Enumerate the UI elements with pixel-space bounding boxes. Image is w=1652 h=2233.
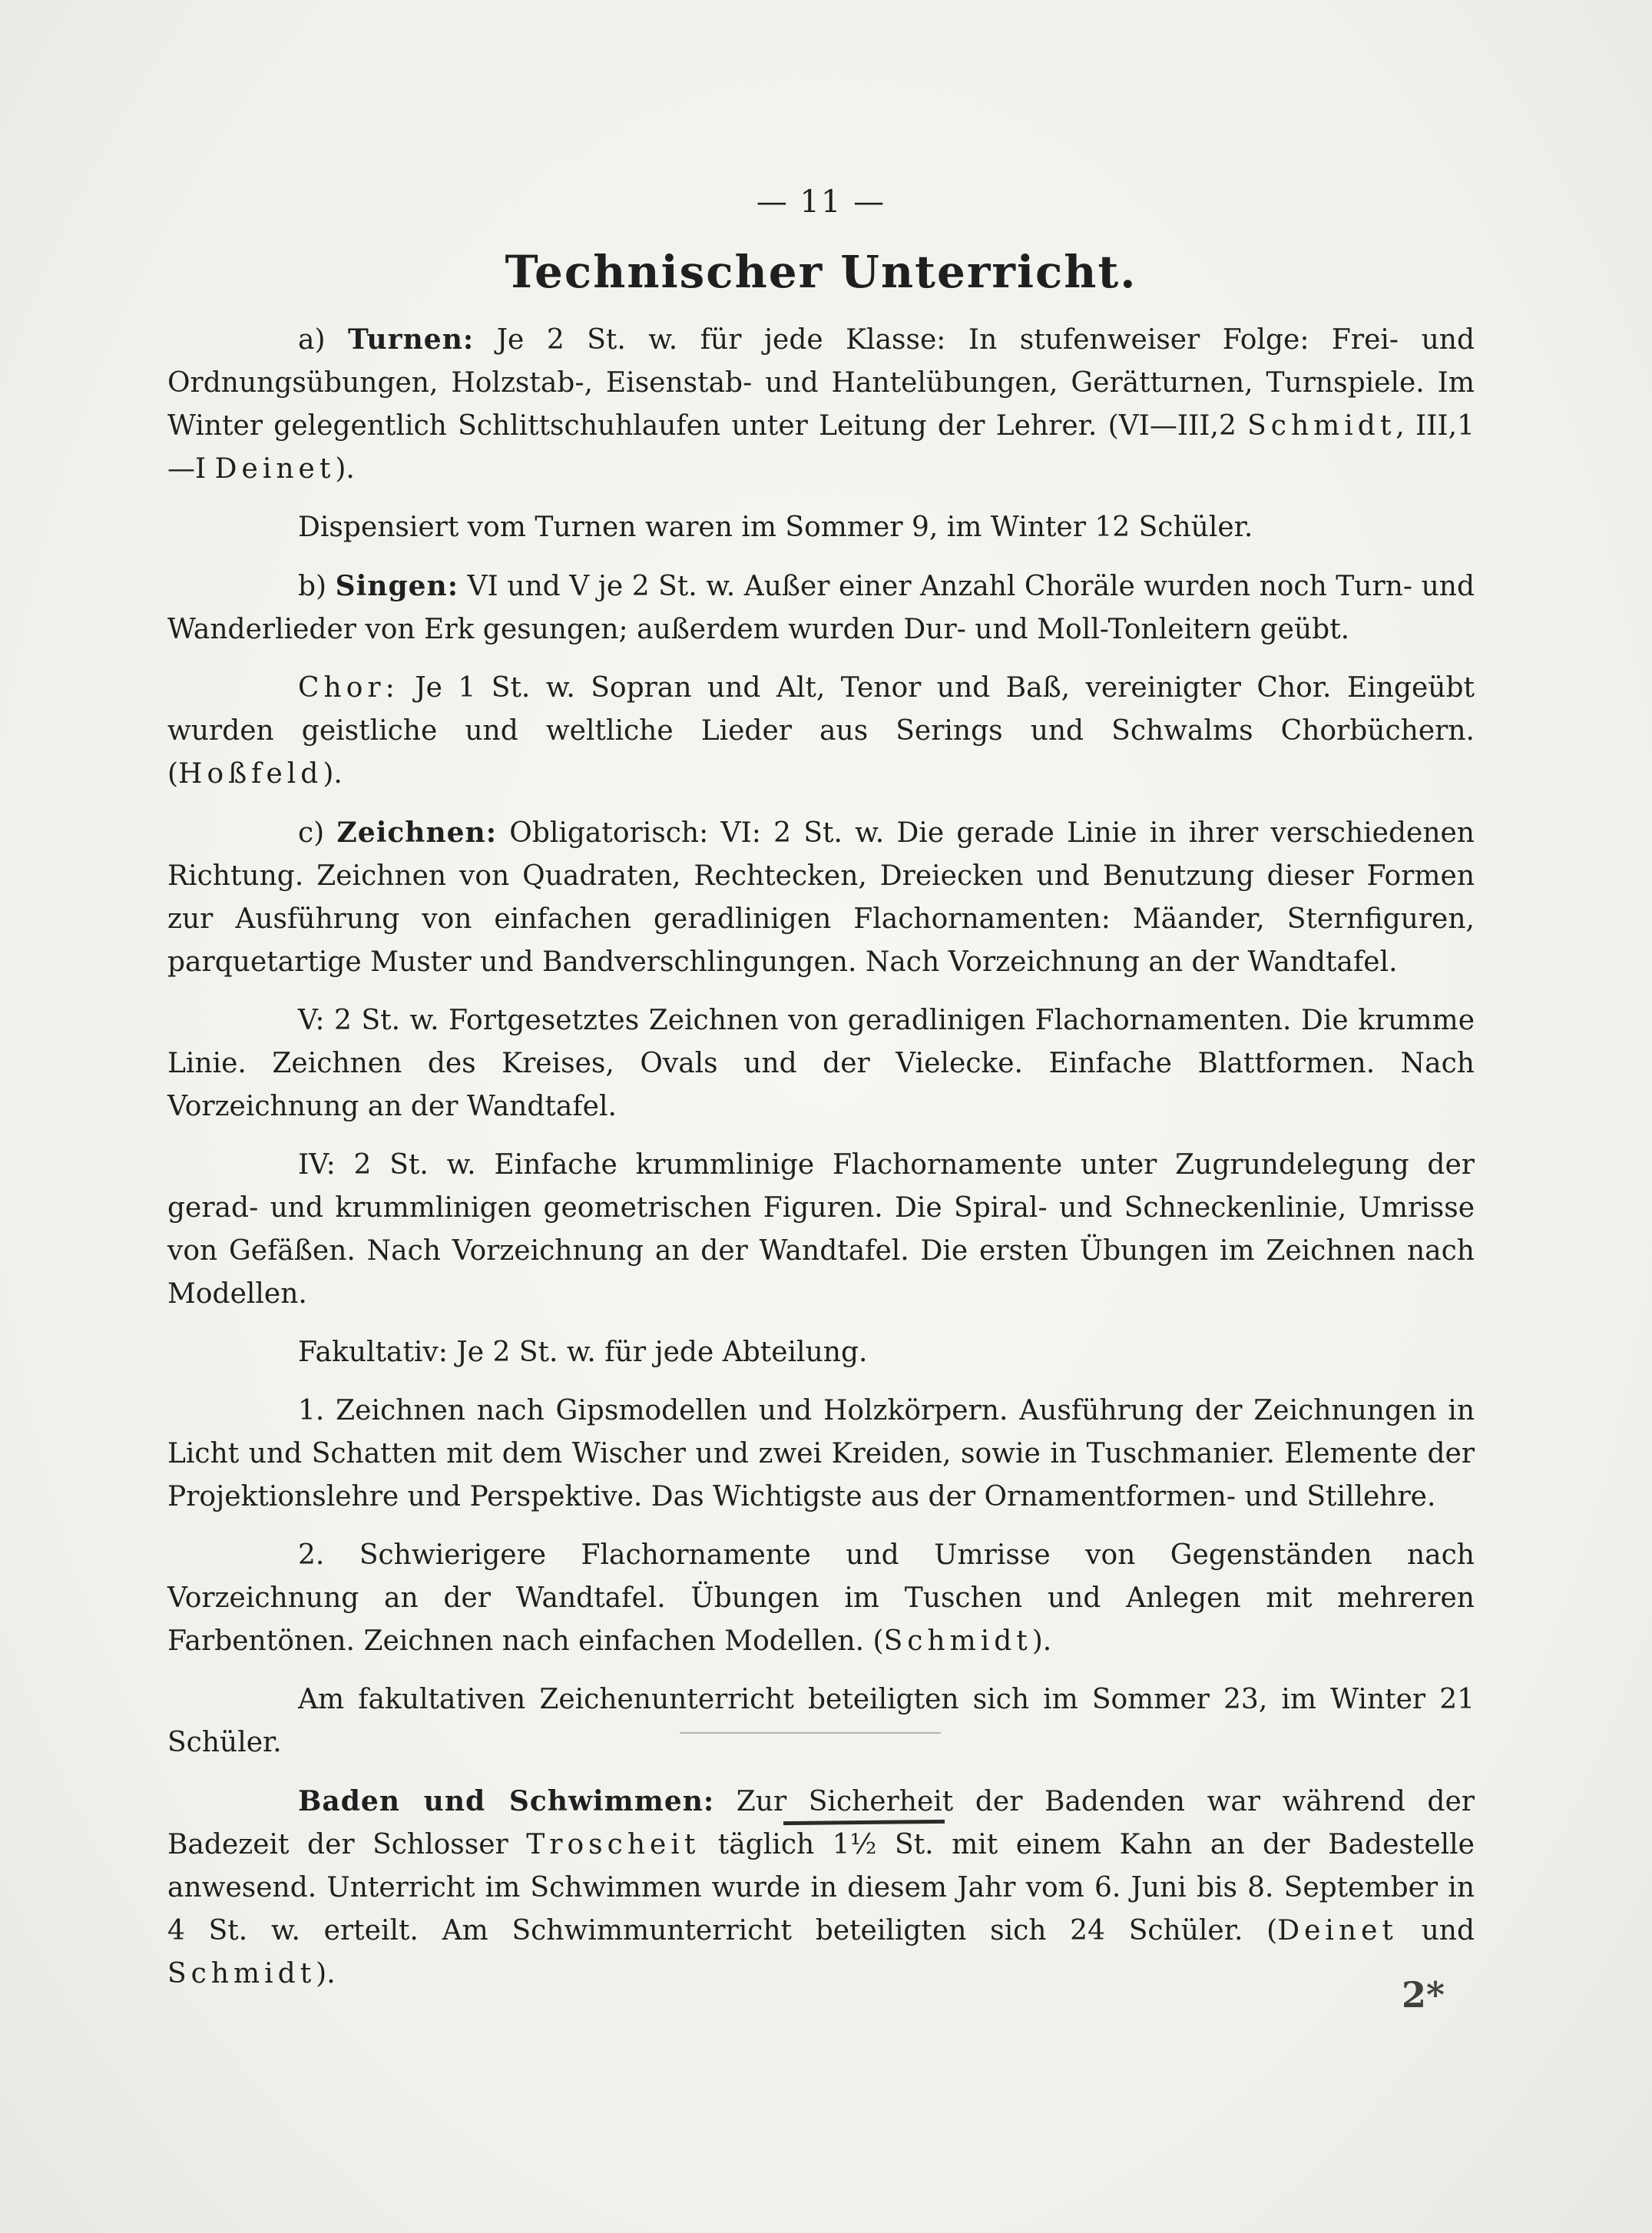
body-text: täglich 1½ St. mit einem Kahn an der Badestelle anwesend. Unterricht im Schwimmen wurde in diesem Jahr vom 6. Juni bis 8. September in 4 St. w. erteilt. Am Schwimmunterricht beteiligten sich 24 Schüler. ( [167, 1829, 1475, 1946]
teacher-name: Schmidt [883, 1625, 1032, 1657]
teacher-name: Hoßfeld [178, 758, 323, 790]
page-number: — 11 — [756, 184, 886, 220]
paragraph-teilnahme: Am fakultativen Zeichenunterricht beteiligten sich im Sommer 23, im Winter 21 Schüler. [167, 1684, 1475, 1758]
teacher-name: Deinet [214, 453, 336, 485]
paragraph-zeichnen [167, 811, 1475, 984]
body-text: ). [335, 453, 355, 485]
body-text: und [1397, 1915, 1475, 1946]
body-text: 2. Schwierigere Flachornamente und Umrisse von Gegenständen nach Vorzeichnung an der Wandtafel. Übungen im Tuschen und Anlegen mit mehreren Farbentönen. Zeichnen nach einfachen Modellen. ( [167, 1539, 1475, 1657]
teacher-name: Schmidt [167, 1958, 316, 1989]
body-text: ). [323, 758, 343, 790]
paragraph-chor [167, 667, 1475, 796]
heading-baden: Baden und Schwimmen: [298, 1785, 715, 1817]
teacher-name: Deinet [1277, 1915, 1398, 1946]
signature-mark: 2* [1402, 1974, 1445, 2016]
paragraph-class-iv: IV: 2 St. w. Einfache krummlinige Flachornamente unter Zugrundelegung der gerad- und krummlinigen geometrischen Figuren. Die Spiral- und Schneckenlinie, Umrisse von Gefäßen. Nach Vorzeichnung an der Wandtafel. Die ersten Übungen im Zeichnen nach Modellen. [167, 1149, 1475, 1310]
section-title: Technischer Unterricht. [505, 246, 1137, 298]
page-content [167, 184, 1475, 2011]
body-text: ). [1031, 1625, 1052, 1657]
paragraph-turnen [167, 318, 1475, 491]
list-item-1: 1. Zeichnen nach Gipsmodellen und Holzkörpern. Ausführung der Zeichnungen in Licht und Schatten mit dem Wischer und zwei Kreiden, sowie in Tuschmanier. Elemente der Projektionslehre und Perspektive. Das Wichtigste aus der Ornamentformen- und Stillehre. [167, 1395, 1475, 1512]
heading-turnen: Turnen: [347, 323, 475, 356]
body-text: VI und V je 2 St. w. Außer einer Anzahl Choräle wurden noch Turn- und Wanderlieder von Erk gesungen; außerdem wurden Dur- und Moll-Tonleitern geübt. [167, 571, 1475, 645]
paragraph-baden [167, 1780, 1475, 1996]
body-text: Je 2 St. w. für jede Klasse: In stufenweiser Folge: Frei- und Ordnungsübungen, Holzstab-, Eisenstab- und Hantelübungen, Gerätturnen, Turnspiele. Im Winter gelegentlich Schlittschuhlaufen unter Leitung der Lehrer. (VI—III,2 [167, 324, 1475, 442]
list-item-2 [167, 1534, 1475, 1663]
label: a) [298, 324, 326, 356]
paragraph-class-v: V: 2 St. w. Fortgesetztes Zeichnen von geradlinigen Flachornamenten. Die krumme Linie. Zeichnen des Kreises, Ovals und der Vielecke. Einfache Blattformen. Nach Vorzeichnung an der Wandtafel. [167, 1005, 1475, 1122]
teacher-name: Schmidt [1247, 410, 1396, 442]
label: b) [298, 571, 327, 602]
body-text: Je 1 St. w. Sopran und Alt, Tenor und Baß, vereinigter Chor. Eingeübt wurden geistliche und weltliche Lieder aus Serings und Schwalms Chorbüchern. ( [167, 672, 1475, 790]
heading-chor: Chor: [298, 672, 399, 704]
body-text: Obligatorisch: VI: 2 St. w. Die gerade Linie in ihrer verschiedenen Richtung. Zeichnen von Quadraten, Rechtecken, Dreiecken und Benutzung dieser Formen zur Ausführung von einfachen geradlinigen Flachornamenten: Mäander, Sternfiguren, parquetartige Muster und Bandverschlingungen. Nach Vorzeichnung an der Wandtafel. [167, 817, 1475, 978]
label: c) [298, 817, 325, 849]
heading-singen: Singen: [335, 570, 459, 602]
body-text: ). [316, 1958, 336, 1989]
paragraph-dispens: Dispensiert vom Turnen waren im Sommer 9, im Winter 12 Schüler. [298, 512, 1253, 543]
paragraph-singen [167, 565, 1475, 651]
heading-zeichnen: Zeichnen: [336, 817, 498, 849]
body-text: , III,1—I [167, 410, 1475, 485]
paragraph-fakultativ: Fakultativ: Je 2 St. w. für jede Abteilung. [298, 1337, 868, 1368]
body-text: Zur Sicherheit der Badenden war während der Badezeit der Schlosser [167, 1786, 1475, 1860]
person-name: Troscheit [526, 1829, 700, 1860]
